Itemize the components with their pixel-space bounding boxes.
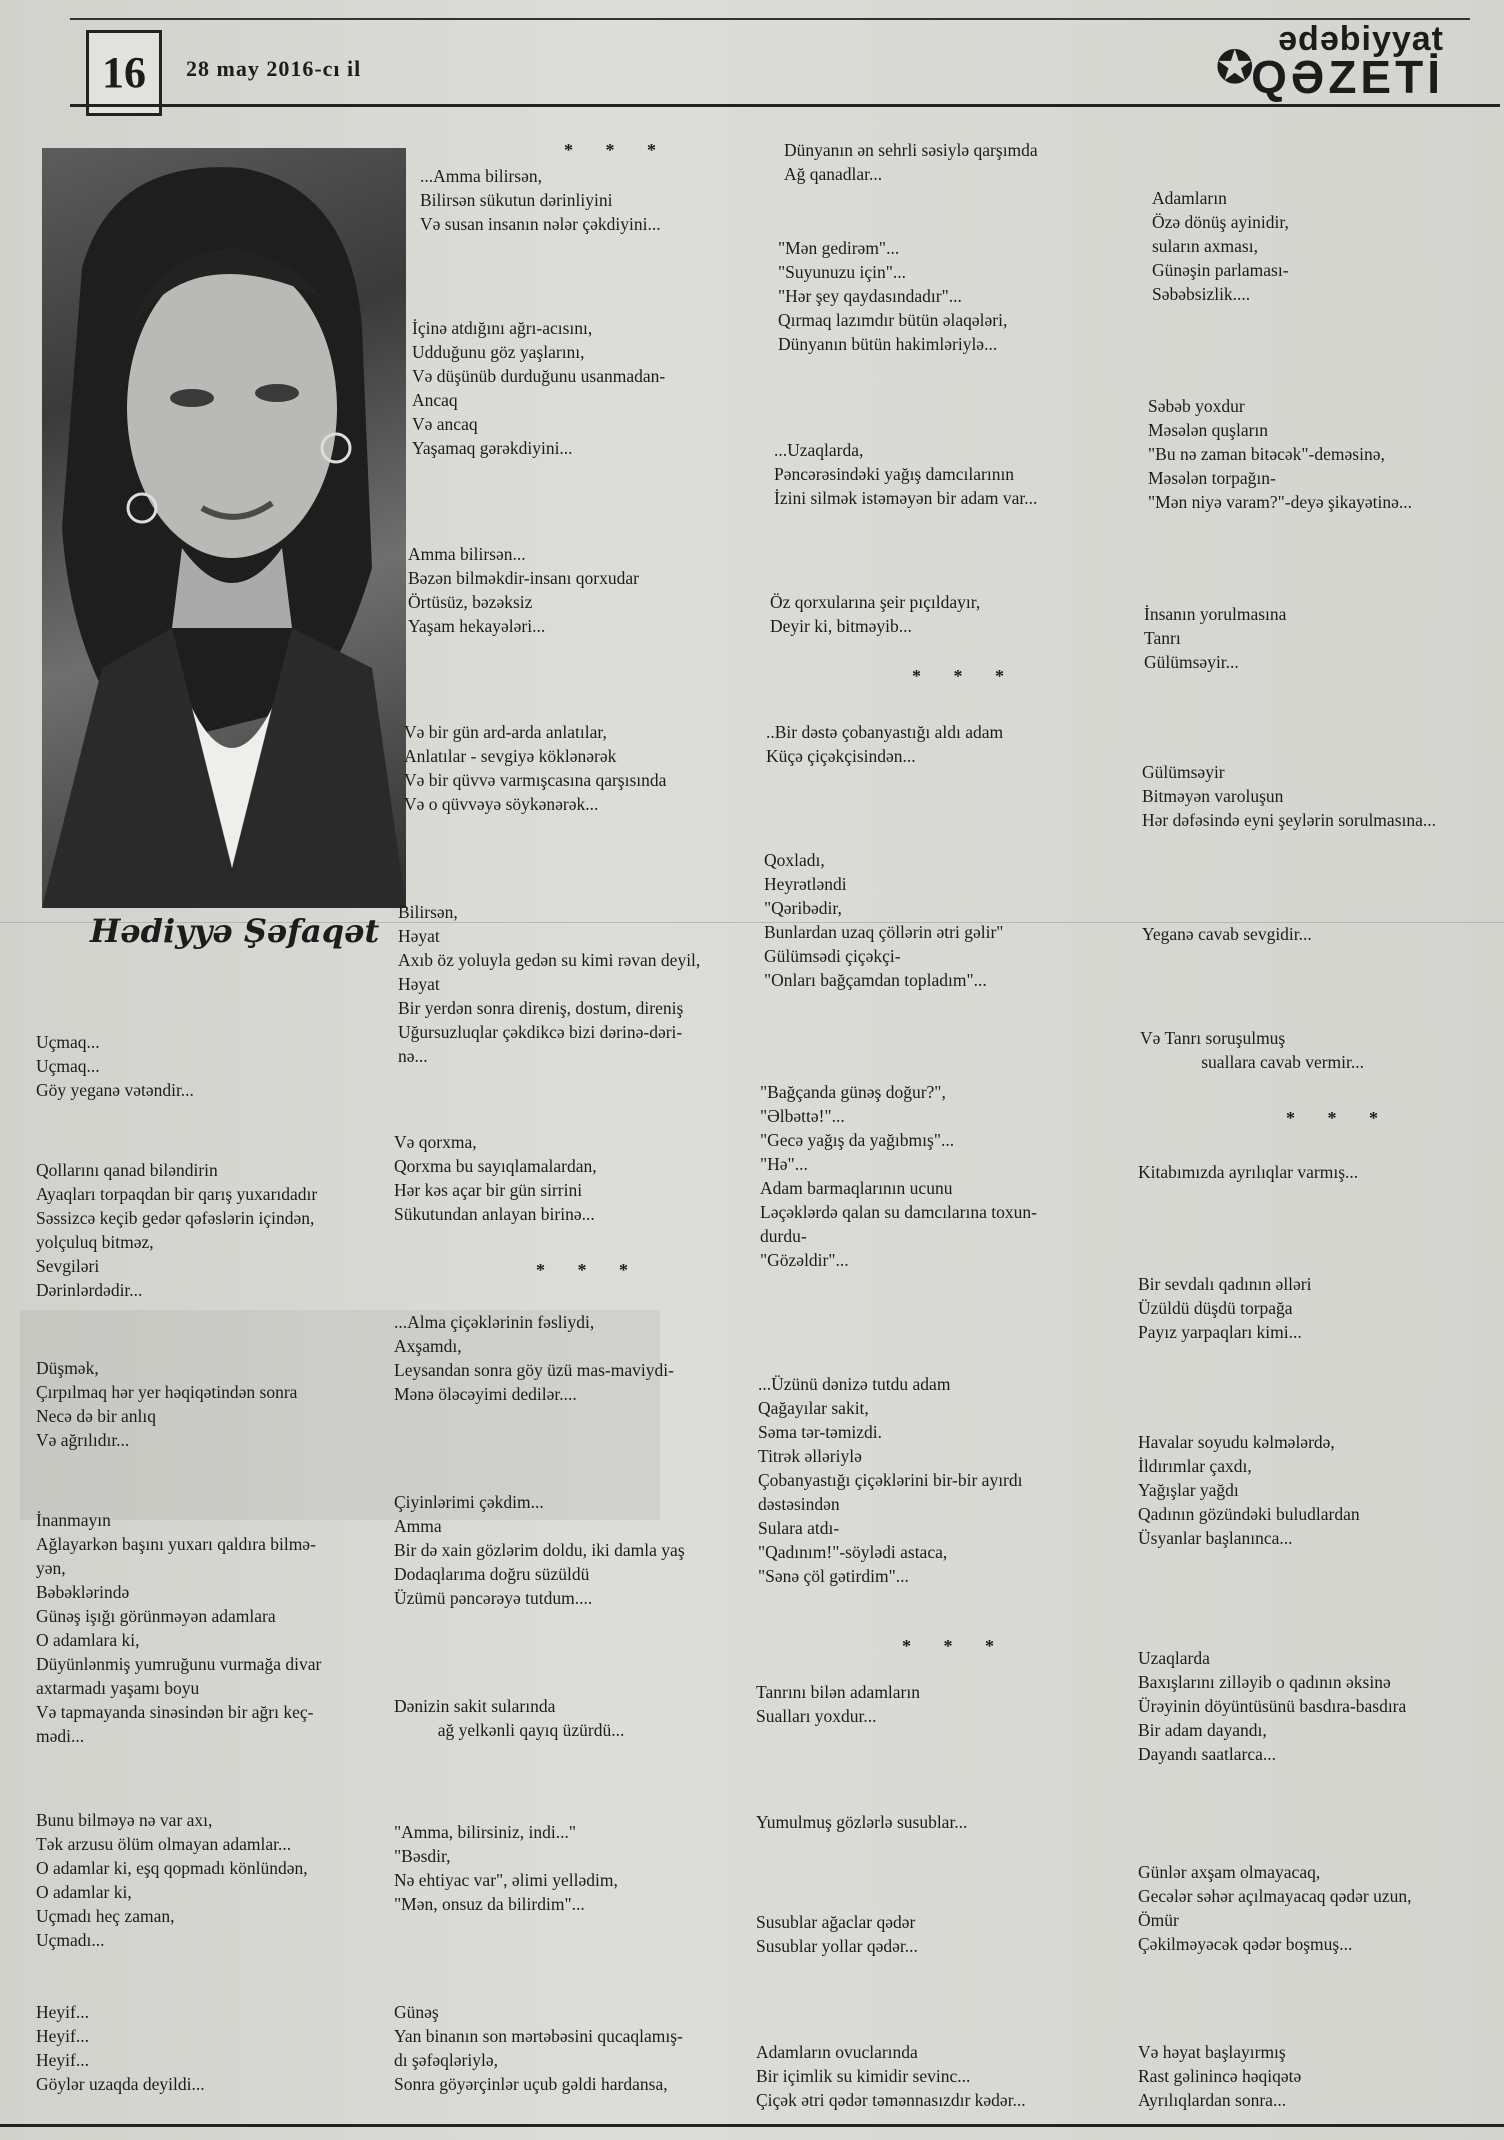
masthead-top: ədəbiyyat: [1278, 20, 1444, 58]
stanza: Susublar ağaclar qədər Susublar yollar qədər...: [756, 1912, 918, 1956]
stanza: Günəş Yan binanın son mərtəbəsini qucaqlamış- dı şəfəqləriylə, Sonra göyərçinlər uçub gəldi hardansa,: [394, 2002, 683, 2094]
separator-stars: * * *: [536, 1260, 642, 1280]
stanza: Və qorxma, Qorxma bu sayıqlamalardan, Hər kəs açar bir gün sirrini Sükutundan anlayan birinə...: [394, 1132, 597, 1224]
stanza: Uçmaq... Uçmaq... Göy yeganə vətəndir...: [36, 1032, 194, 1100]
stanza: Uzaqlarda Baxışlarını zilləyib o qadının əksinə Ürəyinin döyüntüsünü basdıra-basdıra Bir adam dayandı, Dayandı saatlarca...: [1138, 1648, 1407, 1764]
stanza: Tanrını bilən adamların Sualları yoxdur...: [756, 1682, 920, 1726]
stanza: Bir sevdalı qadının əlləri Üzüldü düşdü torpağa Payız yarpaqları kimi...: [1138, 1274, 1312, 1342]
stanza: Çiyinlərimi çəkdim... Amma Bir də xain gözlərim doldu, iki damla yaş Dodaqlarıma doğru süzüldü Üzümü pəncərəyə tutdum....: [394, 1492, 685, 1608]
stanza: "Amma, bilirsiniz, indi..." "Bəsdir, Nə ehtiyac var", əlimi yellədim, "Mən, onsuz da bilirdim"...: [394, 1822, 618, 1914]
stanza: ...Uzaqlarda, Pəncərəsindəki yağış damcılarının İzini silmək istəməyən bir adam var...: [774, 440, 1038, 508]
stanza: İnanmayın Ağlayarkən başını yuxarı qaldıra bilmə- yən, Bəbəklərində Günəş işığı görünməyən adamlara O adamlara ki, Düyünlənmiş yumruğunu vurmağa divar axtarmadı yaşamı boyu Və tapmayanda sinəsindən bir ağrı keç- mədi...: [36, 1510, 322, 1746]
stanza: Yeganə cavab sevgidir...: [1142, 924, 1312, 944]
star-emblem-icon: ✪: [1215, 42, 1254, 93]
stanza: Dünyanın ən sehrli səsiylə qarşımda Ağ qanadlar...: [784, 140, 1038, 184]
stanza: Gülümsəyir Bitməyən varoluşun Hər dəfəsində eyni şeylərin sorulmasına...: [1142, 762, 1437, 830]
stanza: ...Amma bilirsən, Bilirsən sükutun dərinliyini Və susan insanın nələr çəkdiyini...: [420, 166, 661, 234]
stanza: Heyif... Heyif... Heyif... Göylər uzaqda deyildi...: [36, 2002, 205, 2094]
poem-column-4: [1138, 0, 1498, 2110]
separator-stars: * * *: [564, 140, 670, 160]
stanza: ...Üzünü dənizə tutdu adam Qağayılar sakit, Səma tər-təmizdi. Titrək əlləriylə Çobanyastığı çiçəklərini bir-bir ayırdı dəstəsindən Sulara atdı- "Qadınım!"-söylədi astaca, "Sənə çöl gətirdim"...: [758, 1374, 1023, 1586]
stanza: ...Alma çiçəklərinin fəsliydi, Axşamdı, Leysandan sonra göy üzü mas-maviydi- Mənə öləcəyimi dedilər....: [394, 1312, 674, 1404]
stanza: Kitabımızda ayrılıqlar varmış...: [1138, 1162, 1359, 1182]
stanza: Öz qorxularına şeir pıçıldayır, Deyir ki, bitməyib...: [770, 592, 981, 636]
separator-stars: * * *: [912, 666, 1018, 686]
issue-date: 28 may 2016-cı il: [186, 56, 362, 81]
stanza: Bunu bilməyə nə var axı, Tək arzusu ölüm olmayan adamlar... O adamlar ki, eşq qopmadı könlündən, O adamlar ki, Uçmadı heç zaman, Uçmadı...: [36, 1810, 308, 1950]
stanza: "Mən gedirəm"... "Suyunuzu için"... "Hər şey qaydasındadır"... Qırmaq lazımdır bütün əlaqələri, Dünyanın bütün hakimləriylə...: [778, 238, 1008, 354]
stanza: Səbəb yoxdur Məsələn quşların "Bu nə zaman bitəcək"-deməsinə, Məsələn torpağın- "Mən niyə varam?"-deyə şikayətinə...: [1148, 396, 1413, 512]
separator-stars: * * *: [902, 1636, 1008, 1656]
portrait-illustration: [42, 148, 406, 908]
stanza: Günlər axşam olmayacaq, Gecələr səhər açılmayacaq qədər uzun, Ömür Çəkilməyəcək qədər boşmuş...: [1138, 1862, 1412, 1954]
stanza: Və həyat başlayırmış Rast gəlinincə həqiqətə Ayrılıqlardan sonra...: [1138, 2042, 1302, 2110]
stanza: "Bağçanda günəş doğur?", "Əlbəttə!"... "Gecə yağış da yağıbmış"... "Hə"... Adam barmaqlarının ucunu Ləçəklərdə qalan su damcılarına toxun- durdu- "Gözəldir"...: [760, 1082, 1037, 1270]
stanza: Qollarını qanad biləndirin Ayaqları torpaqdan bir qarış yuxarıdadır Səssizcə keçib gedər qəfəslərin içindən, yolçuluq bitməz, Sevgiləri Dərinlərdədir...: [36, 1160, 318, 1300]
stanza: Bilirsən, Həyat Axıb öz yoluyla gedən su kimi rəvan deyil, Həyat Bir yerdən sonra direniş, dostum, direniş Uğursuzluqlar çəkdikcə bizi dərinə-dəri- nə...: [398, 902, 701, 1066]
stanza: Qoxladı, Heyrətləndi "Qəribədir, Bunlardan uzaq çöllərin ətri gəlir" Gülümsədi çiçəkçi- "Onları bağçamdan topladım"...: [764, 850, 1004, 990]
poem-column-2: [394, 0, 754, 2094]
poem-column-3: [756, 0, 1116, 2110]
stanza: ..Bir dəstə çobanyastığı aldı adam Küçə çiçəkçisindən...: [766, 722, 1004, 766]
author-name-caption: Hədiyyə Şəfaqət: [90, 912, 380, 950]
page-number: 16: [102, 48, 146, 97]
stanza: Adamların Özə dönüş ayinidir, suların axması, Günəşin parlaması- Səbəbsizlik....: [1152, 188, 1289, 304]
stanza: Amma bilirsən... Bəzən bilməkdir-insanı qorxudar Örtüsüz, bəzəksiz Yaşam hekayələri...: [408, 544, 639, 636]
stanza: Yumulmuş gözlərlə susublar...: [756, 1812, 968, 1832]
stanza: Və Tanrı soruşulmuş suallara cavab vermir...: [1140, 1028, 1365, 1072]
footer-rule: [0, 2124, 1504, 2127]
author-photo: [42, 148, 406, 908]
stanza: İçinə atdığını ağrı-acısını, Udduğunu göz yaşlarını, Və düşünüb durduğunu usanmadan- Ancaq Və ancaq Yaşamaq gərəkdiyini...: [412, 318, 666, 458]
stanza: İnsanın yorulmasına Tanrı Gülümsəyir...: [1144, 604, 1287, 672]
separator-stars: * * *: [1286, 1108, 1392, 1128]
stanza: Havalar soyudu kəlmələrdə, İldırımlar çaxdı, Yağışlar yağdı Qadının gözündəki buludlardan Üsyanlar başlanınca...: [1138, 1432, 1360, 1548]
stanza: Dənizin sakit sularında ağ yelkənli qayıq üzürdü...: [394, 1696, 625, 1740]
stanza: Adamların ovuclarında Bir içimlik su kimidir sevinc... Çiçək ətri qədər təmənnasızdır kədər...: [756, 2042, 1026, 2110]
stanza: Və bir gün ard-arda anlatılar, Anlatılar - sevgiyə köklənərək Və bir qüvvə varmışcasına qarşısında Və o qüvvəyə söykənərək...: [404, 722, 667, 814]
stanza: Düşmək, Çırpılmaq hər yer həqiqətindən sonra Necə də bir anlıq Və ağrılıdır...: [36, 1358, 298, 1450]
masthead-bottom: QƏZETİ: [1251, 51, 1444, 103]
